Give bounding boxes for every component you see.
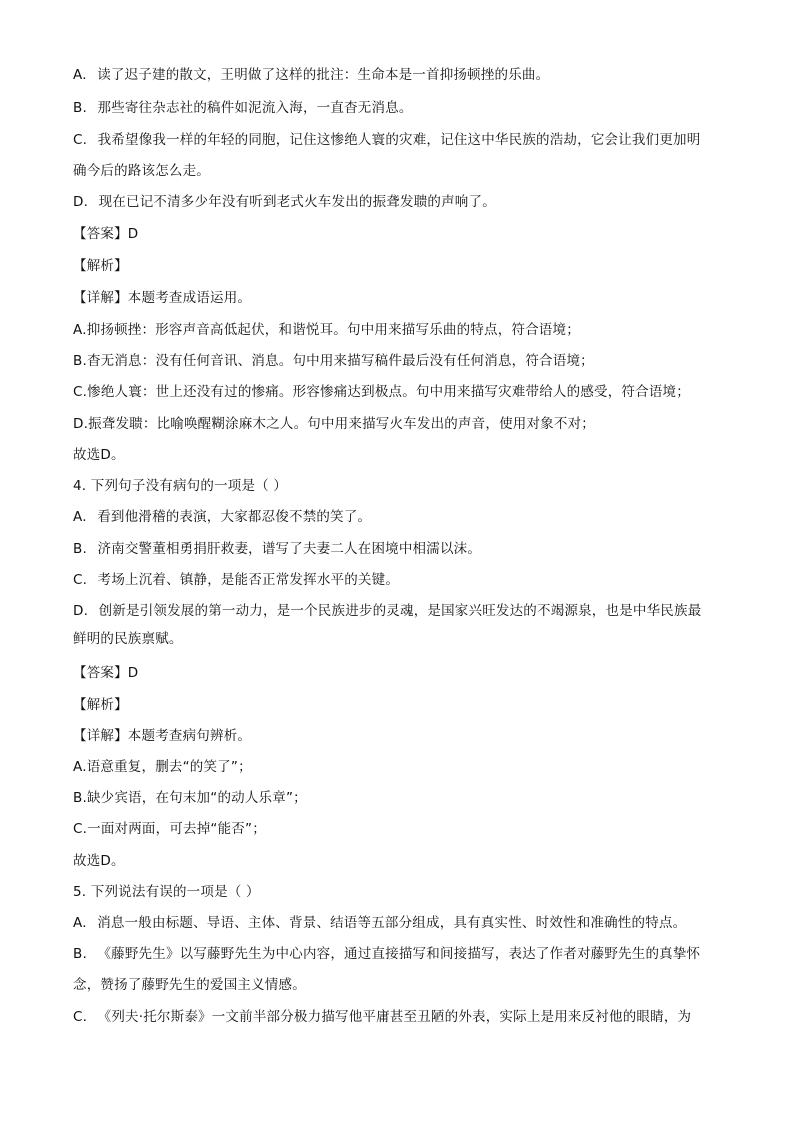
option-label: A. [73, 67, 87, 83]
option-text: 考场上沉着、镇静，是能否正常发挥水平的关键。 [97, 572, 400, 588]
q4-conclusion: 故选D。 [73, 853, 125, 869]
q3-explanation-b: B.杳无消息：没有任何音讯、消息。句中用来描写稿件最后没有任何消息，符合语境； [73, 353, 594, 369]
option-label: A. [73, 915, 87, 931]
option-label: B. [73, 946, 87, 962]
q5-option-c [73, 1008, 691, 1026]
q4-explanation-c: C.一面对两面，可去掉“能否”； [73, 821, 266, 837]
q5-option-b-continued: 念，赞扬了藤野先生的爱国主义情感。 [73, 977, 306, 993]
q4-explanation-a: A.语意重复，删去“的笑了”； [73, 759, 252, 775]
q3-analysis-heading: 【解析】 [73, 258, 128, 274]
option-text: 消息一般由标题、导语、主体、背景、结语等五部分组成，具有真实性、时效性和准确性的特点。 [97, 915, 687, 931]
q3-explanation-d: D.振聋发聩：比喻唤醒糊涂麻木之人。句中用来描写火车发出的声音，使用对象不对； [73, 416, 595, 432]
q5-question: 5. 下列说法有误的一项是（ ） [73, 884, 260, 900]
q4-option-c [73, 571, 399, 589]
q3-explanation-c: C.惨绝人寰：世上还没有过的惨痛。形容惨痛达到极点。句中用来描写灾难带给人的感受，符合语境； [73, 384, 690, 400]
q3-option-d [73, 193, 496, 211]
q3-explanation-a: A.抑扬顿挫：形容声音高低起伏，和谐悦耳。句中用来描写乐曲的特点，符合语境； [73, 322, 580, 338]
q4-option-b [73, 540, 481, 558]
option-label: D. [73, 194, 89, 210]
q4-option-d [73, 602, 701, 620]
option-text: 看到他滑稽的表演，大家都忍俊不禁的笑了。 [97, 509, 372, 525]
option-text: 《列夫·托尔斯泰》一文前半部分极力描写他平庸甚至丑陋的外表，实际上是用来反衬他的眼睛，为 [97, 1009, 692, 1025]
q4-answer: 【答案】D [73, 665, 139, 681]
q3-option-a [73, 66, 549, 84]
option-text: 济南交警董相勇捐肝救妻，谱写了夫妻二人在困境中相濡以沫。 [97, 541, 482, 557]
option-label: B. [73, 541, 87, 557]
option-text: 创新是引领发展的第一动力，是一个民族进步的灵魂，是国家兴旺发达的不竭源泉，也是中华民族最 [98, 603, 702, 619]
option-text: 读了迟子建的散文，王明做了这样的批注：生命本是一首抑扬顿挫的乐曲。 [97, 67, 550, 83]
q3-option-c [73, 131, 700, 149]
q5-option-b [73, 945, 700, 963]
option-label: C. [73, 572, 88, 588]
option-label: A. [73, 509, 87, 525]
q3-conclusion: 故选D。 [73, 447, 125, 463]
q4-explanation-b: B.缺少宾语，在句末加“的动人乐章”； [73, 790, 307, 806]
option-text: 那些寄往杂志社的稿件如泥流入海，一直杳无消息。 [97, 100, 413, 116]
option-text: 《藤野先生》以写藤野先生为中心内容，通过直接描写和间接描写，表达了作者对藤野先生的真挚怀 [97, 946, 701, 962]
option-label: C. [73, 132, 88, 148]
q3-detail: 【详解】本题考查成语运用。 [73, 290, 252, 306]
q3-answer: 【答案】D [73, 226, 139, 242]
q4-option-a [73, 508, 371, 526]
q4-question: 4. 下列句子没有病句的一项是（ ） [73, 478, 288, 494]
q4-option-d-continued: 鲜明的民族禀赋。 [73, 631, 183, 647]
option-text: 现在已记不清多少年没有听到老式火车发出的振聋发聩的声响了。 [98, 194, 496, 210]
option-label: C. [73, 1009, 88, 1025]
option-label: D. [73, 603, 89, 619]
q5-option-a [73, 914, 686, 932]
q4-analysis-heading: 【解析】 [73, 697, 128, 713]
q3-option-c-continued: 确今后的路该怎么走。 [73, 163, 210, 179]
option-text: 我希望像我一样的年轻的同胞，记住这惨绝人寰的灾难，记住这中华民族的浩劫，它会让我们更加明 [97, 132, 701, 148]
q3-option-b [73, 99, 413, 117]
option-label: B. [73, 100, 87, 116]
q4-detail: 【详解】本题考查病句辨析。 [73, 728, 252, 744]
